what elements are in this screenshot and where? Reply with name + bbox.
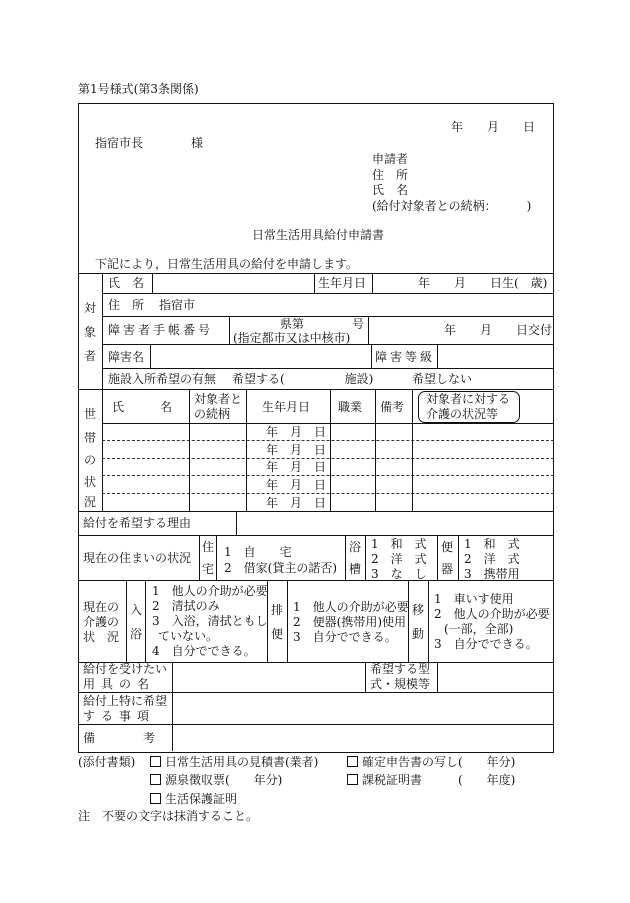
intro-text: 下記により，日常生活用具の給付を申請します。 [95,257,359,271]
attachment-tax-return: 確定申告書の写し( 年分) [347,755,515,769]
disability-grade-label: 障害等級 [375,350,436,364]
household-row-date: 年 月 日 [266,496,327,510]
col-job-header: 職業 [338,400,363,414]
model-label-2: 式・規模等 [370,677,431,691]
model-label-1: 希望する型 [370,662,431,676]
col-care-header-2: 介護の状況等 [426,407,499,421]
col-note-header: 備考 [380,400,405,414]
excretion-option-3: 3 自分でできる。 [293,630,397,644]
toilet-option-2: 2 洋 式 [464,552,520,566]
house-option-2: 2 借家(貸主の諾否) [224,561,337,575]
form-number: 第1号様式(第3条関係) [78,82,199,96]
bath-option-2: 2 洋 式 [371,552,427,566]
col-birth-header: 生年月日 [262,400,311,414]
checkbox-icon [150,756,161,767]
designated-city-note: (指定都市又は中核市) [233,331,351,345]
checkbox-icon [347,756,358,767]
attachment-welfare: 生活保護証明 [150,792,237,806]
col-care-header-1: 対象者に対する [426,392,511,406]
target-birth-value: 年 月 日生( 歳) [418,276,548,290]
applicant-label: 申請者 [372,152,409,166]
target-birth-label: 生年月日 [318,276,367,290]
issue-date: 年 月 日交付 [444,323,553,337]
applicant-name: 氏 名 [372,183,409,197]
toilet-option-1: 1 和 式 [464,537,520,551]
attachment-withholding: 源泉徴収票( 年分) [150,773,282,787]
care-label-3: 状 況 [83,630,120,644]
mobility-option-1: 1 車いす使用 [434,592,514,606]
bathing-option-3-cont: ていない。 [158,629,219,643]
household-row-date: 年 月 日 [266,460,327,474]
target-name-label: 氏 名 [108,276,145,290]
handbook-label: 障害者手帳番号 [108,323,214,337]
facility-nohope: 希望しない [412,372,473,386]
household-row-date: 年 月 日 [266,425,327,439]
attachment-tax-certificate: 課税証明書 ( 年度) [347,773,515,787]
housing-label: 現在の住まいの状況 [83,551,192,565]
recipient: 指宿市長 様 [95,136,204,150]
col-name-header: 氏 名 [112,400,173,414]
mobility-option-3: 3 自分でできる。 [434,637,538,651]
page-title: 日常生活用具給付申請書 [252,228,385,242]
checkbox-icon [150,774,161,785]
household-row-date: 年 月 日 [266,443,327,457]
excretion-option-1: 1 他人の介助が必要 [293,600,409,614]
excretion-option-2: 2 便器(携帯用)使用 [293,615,406,629]
care-label-1: 現在の [83,600,120,614]
bath-option-1: 1 和 式 [371,537,427,551]
target-address-value: 指宿市 [159,298,196,312]
remarks-label: 備 考 [83,731,156,745]
bathing-option-4: 4 自分でできる。 [152,644,256,658]
equipment-label-1: 給付を受けたい [83,662,168,676]
date-line: 年 月 日 [451,120,536,134]
facility-label: 施設入所希望の有無 [108,372,217,386]
col-relation-header-2: の続柄 [194,407,231,421]
bathing-option-1: 1 他人の介助が必要 [152,584,268,598]
household-row-date: 年 月 日 [266,478,327,492]
disability-name-label: 障害名 [108,350,145,364]
reason-label: 給付を希望する理由 [83,516,192,530]
bathing-option-3: 3 入浴，清拭ともし [152,614,268,628]
special-label-2: する事項 [83,709,156,723]
target-address-label: 住 所 [108,298,145,312]
equipment-label-2: 用具の名 [83,677,156,691]
checkbox-icon [150,793,161,804]
col-relation-header-1: 対象者と [194,392,243,406]
mobility-option-2: 2 他人の介助が必要 [434,607,550,621]
footnote: 注 不要の文字は抹消すること。 [78,809,259,823]
attachment-estimate: 日常生活用具の見積書(業者) [150,755,318,769]
attachments-label: (添付書類) [78,755,136,769]
applicant-relation: (給付対象者との続柄： ) [372,199,532,213]
care-label-2: 介護の [83,615,120,629]
prefecture-number: 県第 号 [280,317,365,331]
checkbox-icon [347,774,358,785]
bath-option-3: 3 な し [371,567,427,581]
mobility-option-2-cont: (一部，全部) [444,622,514,636]
facility-hope: 希望する( 施設) [232,372,374,386]
house-option-1: 1 自 宅 [224,545,292,559]
special-label-1: 給付上特に希望 [83,694,168,708]
bathing-option-2: 2 清拭のみ [152,599,220,613]
toilet-option-3: 3 携帯用 [464,567,520,581]
applicant-address: 住 所 [372,168,409,182]
